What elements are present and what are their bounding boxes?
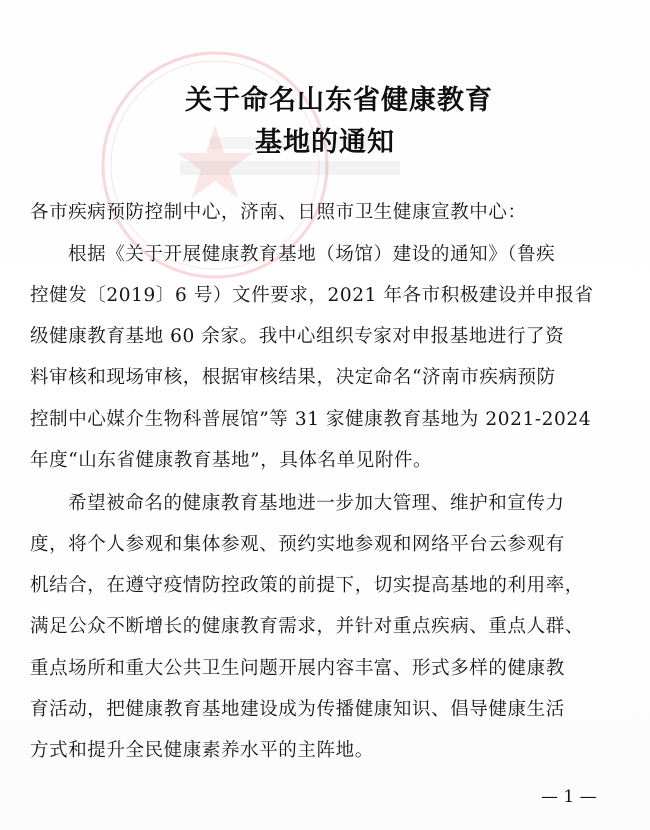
document-title-line1: 关于命名山东省健康教育 bbox=[185, 85, 493, 116]
paragraph2-line: 度，将个人参观和集体参观、预约实地参观和网络平台云参观有 bbox=[30, 534, 565, 555]
paragraph1-line: 年度“山东省健康教育基地”，具体名单见附件。 bbox=[30, 450, 433, 471]
paragraph2-line: 方式和提升全民健康素养水平的主阵地。 bbox=[30, 740, 374, 761]
paragraph1-line: 级健康教育基地 60 余家。我中心组织专家对申报基地进行了资 bbox=[30, 326, 565, 347]
paragraph2-line: 满足公众不断增长的健康教育需求，并针对重点疾病、重点人群、 bbox=[30, 616, 584, 637]
paragraph1-line: 料审核和现场审核，根据审核结果，决定命名“济南市疾病预防 bbox=[30, 367, 556, 388]
salutation: 各市疾病预防控制中心，济南、日照市卫生健康宣教中心： bbox=[30, 202, 527, 223]
paragraph1-line: 控制中心媒介生物科普展馆”等 31 家健康教育基地为 2021-2024 bbox=[30, 409, 592, 430]
document-title-line2: 基地的通知 bbox=[255, 127, 395, 158]
paragraph2-line: 育活动，把健康教育基地建设成为传播健康知识、倡导健康生活 bbox=[30, 699, 565, 720]
paragraph2-line: 机结合，在遵守疫情防控政策的前提下，切实提高基地的利用率， bbox=[30, 575, 584, 596]
paragraph1-line: 控健发〔2019〕6 号）文件要求，2021 年各市积极建设并申报省 bbox=[30, 285, 594, 306]
page-number: — 1 — bbox=[541, 787, 597, 807]
paragraph2-line: 重点场所和重大公共卫生问题开展内容丰富、形式多样的健康教 bbox=[30, 658, 565, 679]
paragraph2-line: 希望被命名的健康教育基地进一步加大管理、维护和宣传力 bbox=[68, 493, 565, 514]
paragraph1-line: 根据《关于开展健康教育基地（场馆）建设的通知》（鲁疾 bbox=[68, 244, 556, 265]
